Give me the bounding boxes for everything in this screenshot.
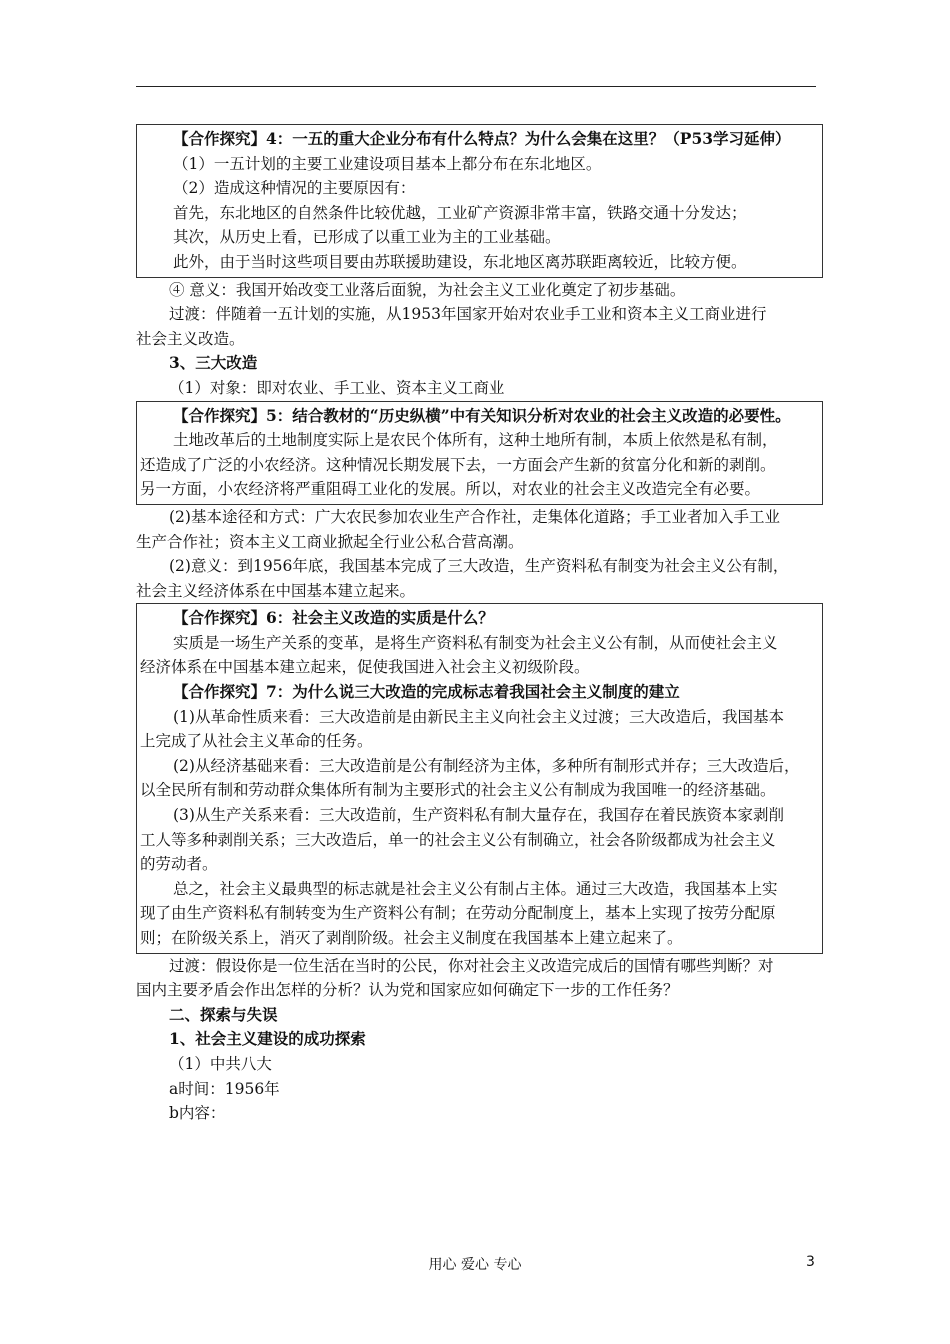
inquiry-5-line: 土地改革后的土地制度实际上是农民个体所有，这种土地所有制，本质上依然是私有制， bbox=[173, 431, 778, 450]
transition-text: 社会主义改造。 bbox=[136, 329, 245, 348]
summary-line: 总之，社会主义最典型的标志就是社会主义公有制占主体。通过三大改造，我国基本上实 bbox=[173, 879, 778, 898]
summary-line: 则；在阶级关系上，消灭了剥削阶级。社会主义制度在我国基本上建立起来了。 bbox=[140, 929, 683, 947]
inquiry-4-line: 首先，东北地区的自然条件比较优越，工业矿产资源非常丰富，铁路交通十分发达； bbox=[173, 203, 747, 222]
inquiry-7-line: (3)从生产关系来看：三大改造前，生产资料私有制大量存在，我国存在着民族资本家剥削 bbox=[173, 806, 784, 825]
inquiry-5-line: 还造成了广泛的小农经济。这种情况长期发展下去，一方面会产生新的贫富分化和新的剥削。 bbox=[140, 455, 776, 474]
inquiry-4-line: （1）一五计划的主要工业建设项目基本上都分布在东北地区。 bbox=[173, 154, 602, 173]
inquiry-7-line: 上完成了从社会主义革命的任务。 bbox=[140, 732, 373, 751]
inquiry-6-line: 实质是一场生产关系的变革，是将生产资料私有制变为社会主义公有制，从而使社会主义 bbox=[173, 633, 778, 652]
inquiry-4-line: 此外，由于当时这些项目要由苏联援助建设，东北地区离苏联距离较近，比较方便。 bbox=[173, 252, 747, 271]
inquiry-7-line: 以全民所有制和劳动群众集体所有制为主要形式的社会主义公有制成为我国唯一的经济基础。 bbox=[140, 781, 776, 800]
inquiry-7-line: (1)从革命性质来看：三大改造前是由新民主主义向社会主义过渡；三大改造后，我国基本 bbox=[173, 707, 784, 726]
inquiry-7-line: 的劳动者。 bbox=[140, 855, 218, 874]
significance-text: ④ 意义：我国开始改变工业落后面貌，为社会主义工业化奠定了初步基础。 bbox=[169, 280, 686, 299]
transition-text: 过渡：假设你是一位生活在当时的公民，你对社会主义改造完成后的国情有哪些判断？对 bbox=[169, 956, 774, 975]
inquiry-6-title: 【合作探究】6：社会主义改造的实质是什么？ bbox=[173, 608, 494, 628]
inquiry-5-line: 另一方面，小农经济将严重阻碍工业化的发展。所以，对农业的社会主义改造完全有必要。 bbox=[140, 480, 761, 499]
way-text: 生产合作社；资本主义工商业掀起全行业公私合营高潮。 bbox=[136, 532, 524, 551]
subsection-heading: 1、社会主义建设的成功探索 bbox=[169, 1029, 366, 1049]
significance-text: (2)意义：到1956年底，我国基本完成了三大改造，生产资料私有制变为社会主义公有制， bbox=[169, 557, 789, 576]
inquiry-box-6-7 bbox=[136, 603, 823, 953]
list-item: （1）中共八大 bbox=[169, 1054, 272, 1073]
page-number: 3 bbox=[806, 1254, 815, 1270]
inquiry-7-title: 【合作探究】7：为什么说三大改造的完成标志着我国社会主义制度的建立 bbox=[173, 682, 680, 702]
page-content bbox=[136, 124, 823, 1126]
inquiry-box-4 bbox=[136, 124, 823, 278]
inquiry-4-line: 其次，从历史上看，已形成了以重工业为主的工业基础。 bbox=[173, 228, 561, 247]
section-heading: 二、探索与失误 bbox=[169, 1004, 278, 1024]
inquiry-4-line: （2）造成这种情况的主要原因有： bbox=[173, 179, 416, 198]
list-item: b内容： bbox=[169, 1104, 226, 1123]
inquiry-box-5 bbox=[136, 401, 823, 505]
way-text: (2)基本途径和方式：广大农民参加农业生产合作社，走集体化道路；手工业者加入手工业 bbox=[169, 507, 780, 526]
header-rule bbox=[136, 86, 816, 87]
inquiry-5-title: 【合作探究】5：结合教材的“历史纵横”中有关知识分析对农业的社会主义改造的必要性。 bbox=[173, 405, 791, 425]
section-heading: 3、三大改造 bbox=[169, 353, 258, 373]
transition-text: 过渡：伴随着一五计划的实施，从1953年国家开始对农业手工业和资本主义工商业进行 bbox=[169, 305, 767, 324]
transition-text: 国内主要矛盾会作出怎样的分析？认为党和国家应如何确定下一步的工作任务？ bbox=[136, 981, 679, 1000]
inquiry-7-line: 工人等多种剥削关系；三大改造后，单一的社会主义公有制确立，社会各阶级都成为社会主义 bbox=[140, 830, 776, 849]
significance-text: 社会主义经济体系在中国基本建立起来。 bbox=[136, 581, 416, 600]
list-item: a时间：1956年 bbox=[169, 1079, 280, 1098]
inquiry-4-title: 【合作探究】4：一五的重大企业分布有什么特点？为什么会集在这里？（P53学习延伸） bbox=[173, 129, 791, 148]
footer-text: 用心 爱心 专心 bbox=[428, 1257, 522, 1273]
inquiry-6-line: 经济体系在中国基本建立起来，促使我国进入社会主义初级阶段。 bbox=[140, 658, 590, 677]
inquiry-7-line: (2)从经济基础来看：三大改造前是公有制经济为主体，多种所有制形式并存；三大改造后， bbox=[173, 756, 800, 775]
object-text: （1）对象：即对农业、手工业、资本主义工商业 bbox=[169, 378, 505, 397]
summary-line: 现了由生产资料私有制转变为生产资料公有制；在劳动分配制度上，基本上实现了按劳分配原 bbox=[140, 904, 776, 923]
